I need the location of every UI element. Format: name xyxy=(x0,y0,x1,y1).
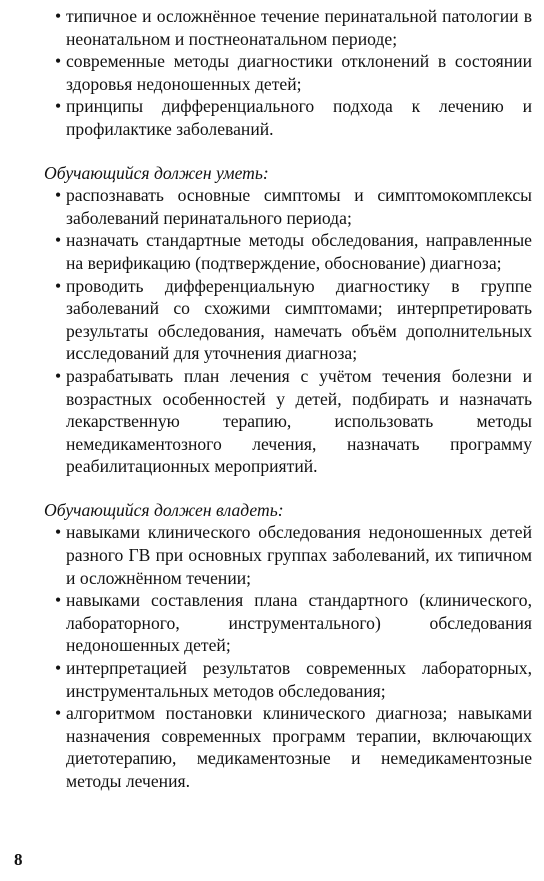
list-item: • разрабатывать план лечения с учётом течения болезни и возрастных особенностей у детей, подбирать и назначать лекарственную терапию, использовать методы немедикаментозного лечения, назначать программу реабилитационных мероприятий. xyxy=(44,365,532,478)
intro-list xyxy=(44,5,532,141)
list-item: • типичное и осложнённое течение перинатальной патологии в неонатальном и постнеонатальном периоде; xyxy=(44,5,532,50)
section-heading-vladet: Обучающийся должен владеть: xyxy=(44,499,284,520)
section-heading-umet: Обучающийся должен уметь: xyxy=(44,162,269,183)
list-item: • интерпретацией результатов современных лабораторных, инструментальных методов обследования; xyxy=(44,657,532,702)
list-item: • навыками клинического обследования недоношенных детей разного ГВ при основных группах заболеваний, их типичном и осложнённом течении; xyxy=(44,521,532,589)
umet-list xyxy=(44,184,532,478)
list-item: • навыками составления плана стандартного (клинического, лабораторного, инструментального) обследования недоношенных детей; xyxy=(44,589,532,657)
paragraph-gap xyxy=(44,478,532,499)
vladet-list xyxy=(44,521,532,792)
paragraph-gap xyxy=(44,141,532,162)
list-item: • проводить дифференциальную диагностику в группе заболеваний со схожими симптомами; интерпретировать результаты обследования, намечать объём дополнительных исследований для уточнения диагноза; xyxy=(44,275,532,365)
list-item: • назначать стандартные методы обследования, направленные на верификацию (подтверждение, обоснование) диагноза; xyxy=(44,229,532,274)
list-item: • принципы дифференциального подхода к лечению и профилактике заболеваний. xyxy=(44,95,532,140)
list-item: • распознавать основные симптомы и симптомокомплексы заболеваний перинатального периода; xyxy=(44,184,532,229)
list-item: • современные методы диагностики отклонений в состоянии здоровья недоношенных детей; xyxy=(44,50,532,95)
text-body xyxy=(44,5,532,793)
list-item: • алгоритмом постановки клинического диагноза; навыками назначения современных программ терапии, включающих диетотерапию, медикаментозные и немедикаментозные методы лечения. xyxy=(44,702,532,792)
page-number: 8 xyxy=(14,850,23,869)
